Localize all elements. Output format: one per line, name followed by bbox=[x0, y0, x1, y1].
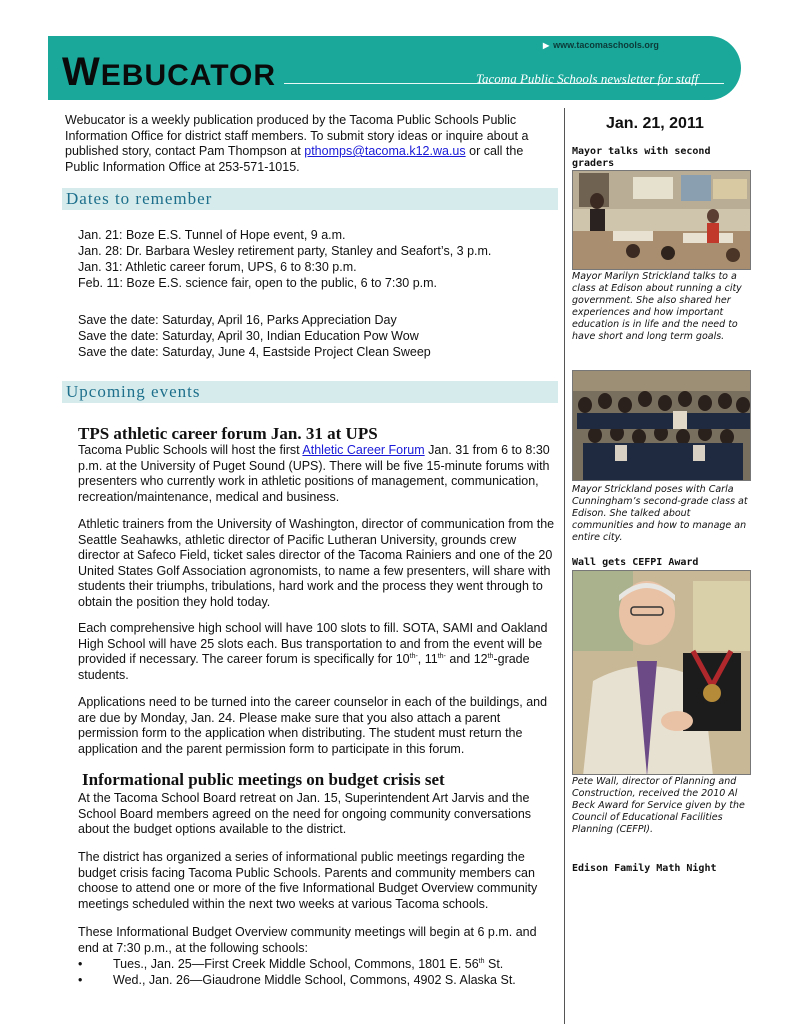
contact-email-link[interactable]: pthomps@tacoma.k12.wa.us bbox=[304, 144, 466, 158]
save-the-date-item: Save the date: Saturday, April 16, Parks Appreciation Day bbox=[78, 313, 397, 327]
bullet1-a: Tues., Jan. 25—First Creek Middle School, Commons, 1801 E. 56 bbox=[113, 957, 479, 971]
intro-text-before: Webucator is a weekly publication produced by the Tacoma Public Schools Public Information Office for district staff members. To submit story ideas or inquire about a published story, contact Pam Thompson at bbox=[65, 113, 529, 158]
column-divider bbox=[564, 108, 565, 1024]
logo-rest: EBUCATOR bbox=[100, 59, 276, 92]
article1-p1-after: Jan. 31 from 6 to 8:30 p.m. at the University of Puget Sound (UPS). There will be five 15-minute forums with presenters who currently work in athletic positions of management, communication, recreation/maintenance, medical and business. bbox=[78, 443, 550, 504]
list-item bbox=[78, 956, 558, 972]
save-the-date-list bbox=[78, 312, 558, 360]
caption-award: Pete Wall, director of Planning and Construction, received the 2010 Al Beck Award for Service given by the Council of Educational Facilities Planning (CEFPI). bbox=[572, 776, 745, 835]
header-banner bbox=[48, 36, 741, 100]
section-heading-events: Upcoming events bbox=[62, 381, 558, 403]
superscript: th bbox=[478, 957, 485, 965]
classroom-illustration bbox=[573, 171, 751, 270]
article-title-budget-meetings: Informational public meetings on budget crisis set bbox=[82, 770, 445, 789]
dates-list bbox=[78, 227, 558, 291]
article1-paragraph-2: Athletic trainers from the University of Washington, director of communication from the Seattle Seahawks, athletic director of Pacific Lutheran University, grounds crew director at Safeco Field, ticket sales director of the Tacoma Rainiers and one of the 20 United States Golf Association agronomists, to name a few presenters, will share with students their triumphs, tribulations, hard work and the process they went through to obtain the position they hold today. bbox=[78, 517, 555, 609]
class-group-illustration bbox=[573, 371, 751, 481]
section-heading-dates: Dates to remember bbox=[62, 188, 558, 210]
caption-class-group: Mayor Strickland poses with Carla Cunningham’s second-grade class at Edison. She talked about communities and how to manage an entire city. bbox=[572, 484, 748, 543]
intro-paragraph bbox=[65, 113, 555, 175]
sidebar-heading-math-night: Edison Family Math Night bbox=[572, 863, 717, 874]
superscript: th bbox=[487, 652, 494, 660]
article1-paragraph-4: Applications need to be turned into the career counselor in each of the buildings, and are due by Monday, Jan. 24. Please make sure that you also attach a parent permission form to the application when distributing. The student must return the application and the parent permission form to participate in this forum. bbox=[78, 695, 548, 756]
intro-text-after: or call the Public Information Office at 253-571-1015. bbox=[65, 144, 524, 174]
bullet1-b: St. bbox=[484, 957, 504, 971]
bullet: • bbox=[78, 957, 83, 971]
meeting-list bbox=[78, 956, 558, 988]
newsletter-logo bbox=[62, 50, 276, 95]
photo-mayor-classroom bbox=[572, 170, 751, 270]
bullet2-text: Wed., Jan. 26—Giaudrone Middle School, Commons, 4902 S. Alaska St. bbox=[113, 973, 516, 987]
article-title-career-forum: TPS athletic career forum Jan. 31 at UPS bbox=[78, 424, 378, 443]
issue-date: Jan. 21, 2011 bbox=[606, 115, 704, 132]
athletic-career-forum-link[interactable]: Athletic Career Forum bbox=[302, 443, 425, 457]
article1-p3-a: Each comprehensive high school will have 100 slots to fill. SOTA, SAMI and Oakland High School will have 25 slots each. Bus transportation to and from the event will be provided if necessary. The career forum is specifically for 10 bbox=[78, 621, 548, 666]
list-item bbox=[78, 972, 558, 988]
article1-paragraph-1 bbox=[78, 443, 558, 505]
article1-p3-c: and 12 bbox=[445, 652, 488, 666]
arrow-icon: ▶ bbox=[543, 41, 550, 50]
award-photo-illustration bbox=[573, 571, 751, 775]
sidebar-heading-award: Wall gets CEFPI Award bbox=[572, 557, 699, 568]
date-item: Feb. 11: Boze E.S. science fair, open to the public, 6 to 7:30 p.m. bbox=[78, 276, 438, 290]
article2-paragraph-2: The district has organized a series of informational public meetings regarding the budget crisis facing Tacoma Public Schools. Parents and community members can choose to attend one or more of the five Informational Budget Overview community meetings scheduled within the next two weeks at various Tacoma schools. bbox=[78, 850, 538, 911]
site-url[interactable] bbox=[543, 40, 659, 50]
date-item: Jan. 28: Dr. Barbara Wesley retirement party, Stanley and Seafort’s, 3 p.m. bbox=[78, 244, 492, 258]
logo-initial: W bbox=[62, 50, 101, 94]
site-url-text[interactable]: www.tacomaschools.org bbox=[553, 40, 659, 50]
article1-p3-d: -grade students. bbox=[78, 652, 530, 682]
header-tagline: Tacoma Public Schools newsletter for staff bbox=[476, 71, 699, 86]
date-item: Jan. 31: Athletic career forum, UPS, 6 to 8:30 p.m. bbox=[78, 260, 357, 274]
superscript: th- bbox=[437, 652, 446, 660]
bullet: • bbox=[78, 973, 83, 987]
save-the-date-item: Save the date: Saturday, April 30, Indian Education Pow Wow bbox=[78, 329, 419, 343]
photo-class-group bbox=[572, 370, 751, 481]
article2-paragraph-1: At the Tacoma School Board retreat on Jan. 15, Superintendent Art Jarvis and the School Board members agreed on the need for ongoing community conversations about the budget options available to the district. bbox=[78, 791, 532, 836]
article1-paragraph-3 bbox=[78, 621, 558, 683]
photo-pete-wall-award bbox=[572, 570, 751, 775]
save-the-date-item: Save the date: Saturday, June 4, Eastside Project Clean Sweep bbox=[78, 345, 431, 359]
superscript: th- bbox=[409, 652, 418, 660]
date-item: Jan. 21: Boze E.S. Tunnel of Hope event, 9 a.m. bbox=[78, 228, 346, 242]
sidebar-heading-mayor: Mayor talks with second graders bbox=[572, 146, 711, 169]
caption-mayor-classroom: Mayor Marilyn Strickland talks to a class at Edison about running a city government. She also shared her experiences and how important education is in life and the need to have short and long term goals. bbox=[572, 271, 742, 342]
article2-paragraph-3: These Informational Budget Overview community meetings will begin at 6 p.m. and end at 7:30 p.m., at the following schools: bbox=[78, 925, 537, 955]
article1-p1-before: Tacoma Public Schools will host the first bbox=[78, 443, 303, 457]
article1-p3-b: , 11 bbox=[417, 652, 438, 666]
